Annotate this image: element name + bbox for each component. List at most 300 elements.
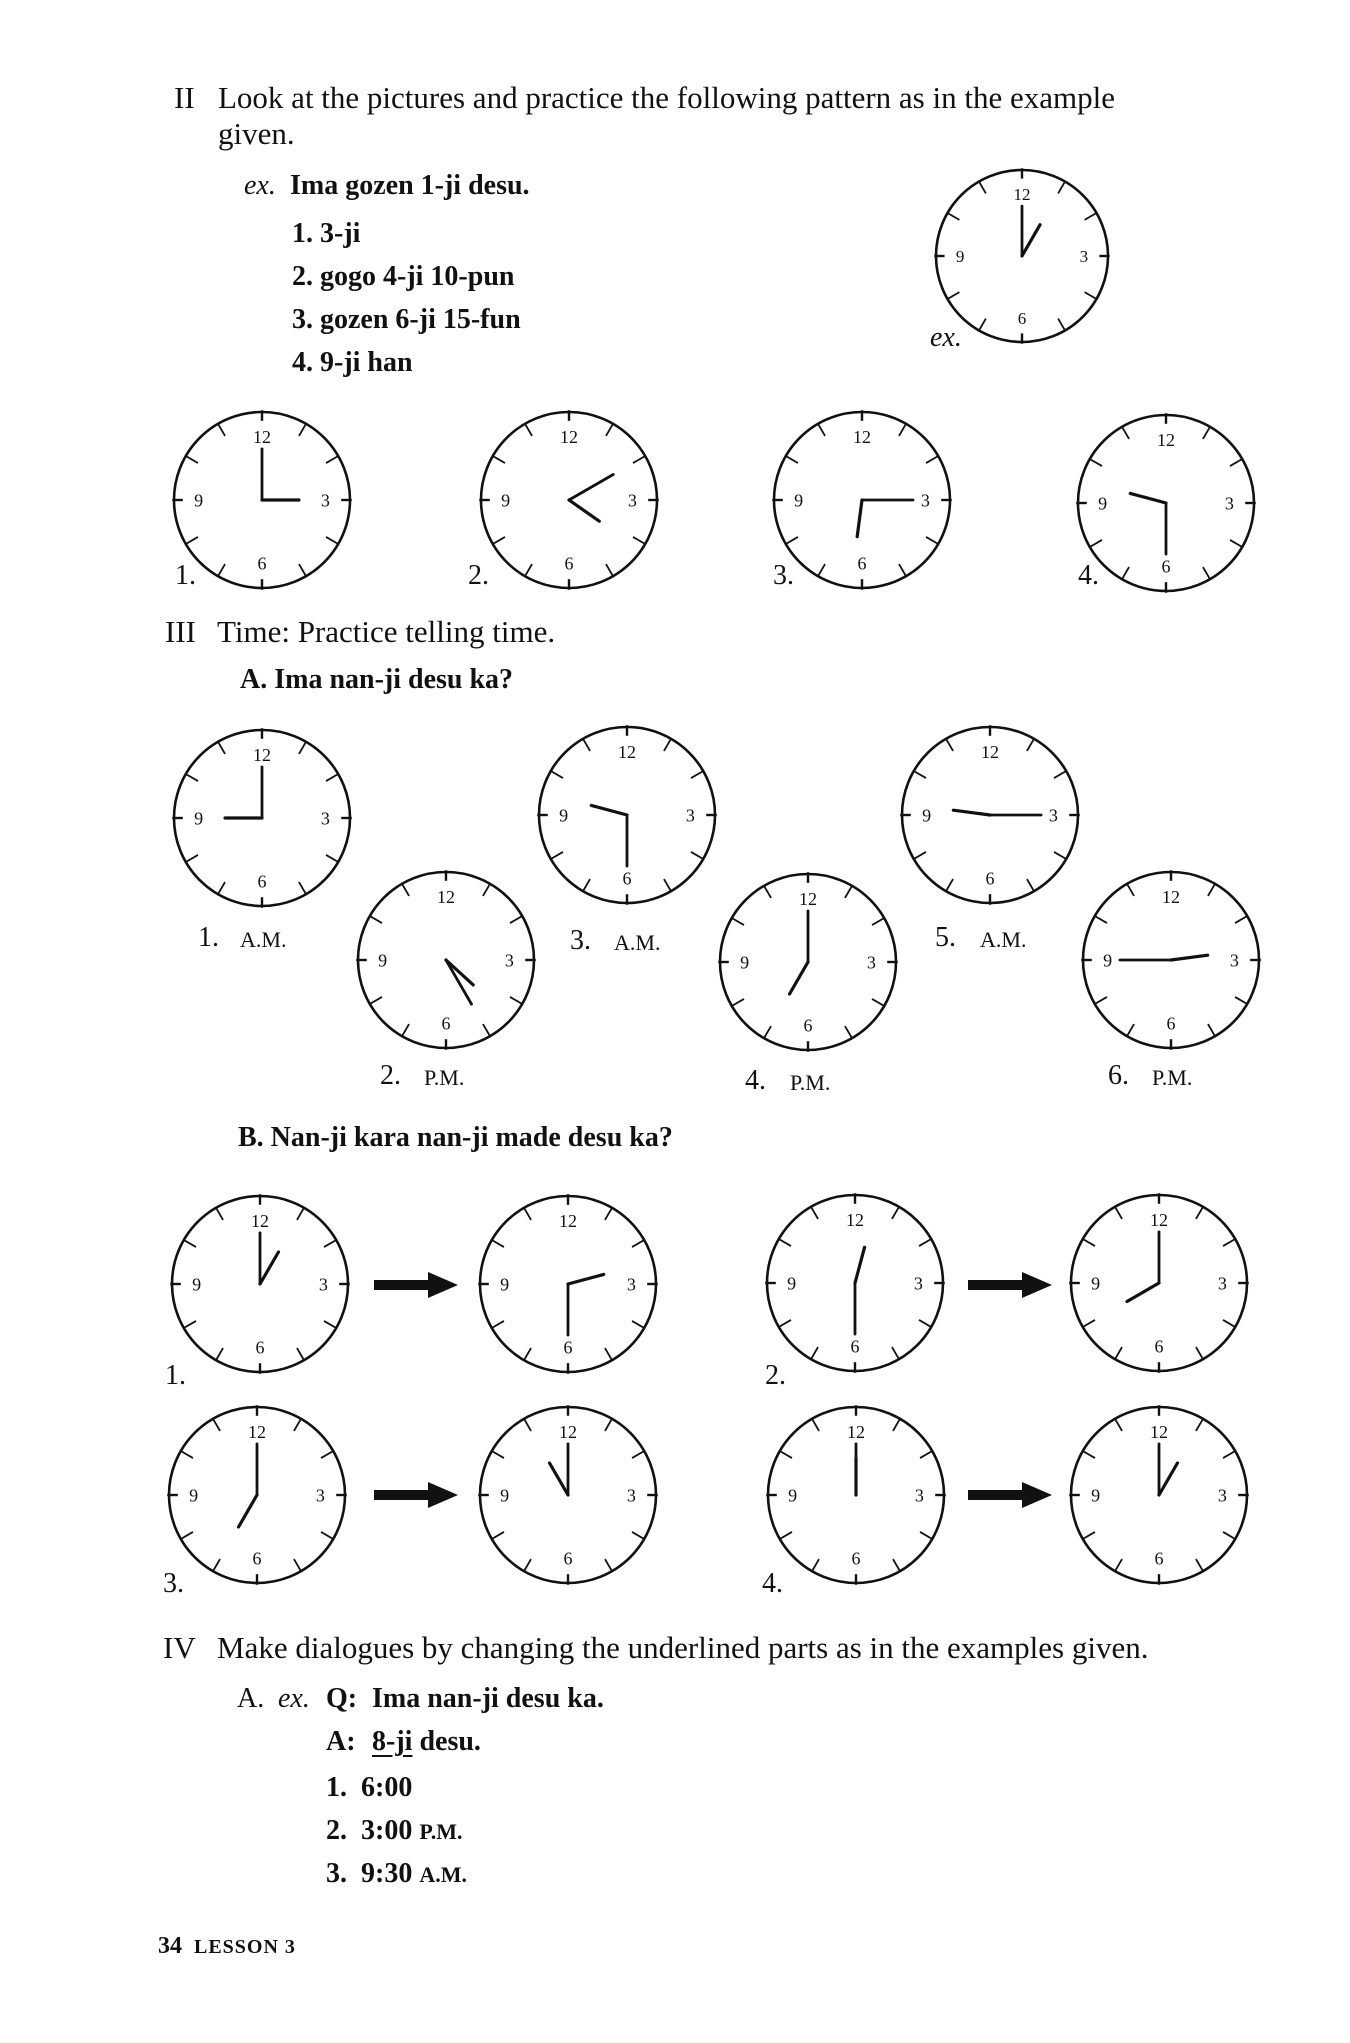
- clock-numeral: 12: [253, 426, 271, 447]
- clock-numeral: 6: [622, 868, 632, 889]
- clock-a-2: [352, 866, 540, 1054]
- clock-tick: [1230, 540, 1242, 547]
- clock-tick: [402, 1024, 409, 1036]
- clock-tick: [213, 1559, 220, 1571]
- clock-tick: [979, 182, 986, 194]
- b-label-2: 2.: [765, 1360, 786, 1391]
- clock-numeral: 6: [851, 1548, 861, 1569]
- clock-tick: [914, 852, 926, 859]
- clock-tick: [1203, 427, 1210, 439]
- iv-item-3: [326, 1858, 467, 1890]
- clock-numeral: 3: [866, 952, 876, 973]
- clock-numeral: 12: [253, 744, 271, 765]
- clock-tick: [299, 424, 306, 436]
- example-text: Ima gozen 1-ji desu.: [290, 170, 530, 201]
- clock-tick: [893, 1559, 900, 1571]
- clock-numeral: 6: [564, 553, 574, 574]
- clock-numeral: 3: [320, 808, 330, 829]
- clock-numeral: 12: [799, 888, 817, 909]
- clock-tick: [1083, 1239, 1095, 1246]
- clock-tick: [948, 213, 960, 220]
- hour-hand: [953, 810, 990, 815]
- clock-numeral: 3: [315, 1485, 325, 1506]
- clock-tick: [1115, 1207, 1122, 1219]
- clock-tick: [524, 1419, 531, 1431]
- clock-tick: [786, 456, 798, 463]
- clock-tick: [786, 537, 798, 544]
- clock-tick: [294, 1559, 301, 1571]
- clock-tick: [606, 424, 613, 436]
- clock-tick: [583, 739, 590, 751]
- clock-tick: [872, 918, 884, 925]
- example-label: ex.: [244, 170, 276, 201]
- clock-tick: [779, 1239, 791, 1246]
- clock-tick: [299, 742, 306, 754]
- clock-tick: [483, 884, 490, 896]
- b-label-3: 3.: [163, 1568, 184, 1599]
- clock-numeral: 9: [189, 1485, 199, 1506]
- clock-numeral: 9: [740, 952, 750, 973]
- clock-tick: [1085, 292, 1097, 299]
- clock-ex-label: ex.: [930, 322, 962, 353]
- clock-tick: [1058, 319, 1065, 331]
- clock-tick: [605, 1419, 612, 1431]
- clock-tick: [812, 1559, 819, 1571]
- clock-tick: [551, 852, 563, 859]
- a-num-3: 3.: [570, 925, 591, 956]
- clock-numeral: 9: [500, 1274, 510, 1295]
- a-num-2: 2.: [380, 1060, 401, 1091]
- clock-tick: [1085, 213, 1097, 220]
- clock-tick: [919, 1239, 931, 1246]
- clock-tick: [1196, 1419, 1203, 1431]
- clock-ii-1: [168, 406, 356, 594]
- hour-hand: [1130, 493, 1166, 503]
- clock-b3-from: [163, 1401, 351, 1589]
- arrow-b2: [968, 1270, 1052, 1300]
- iv-item-num: 3.: [326, 1858, 347, 1889]
- clock-numeral: 9: [788, 1485, 798, 1506]
- clock-numeral: 6: [1017, 308, 1027, 328]
- clock-numeral: 6: [252, 1548, 262, 1569]
- clock-tick: [632, 1451, 644, 1458]
- clock-numeral: 6: [563, 1548, 573, 1569]
- clock-numeral: 3: [1217, 1273, 1227, 1294]
- clock-numeral: 6: [1166, 1013, 1176, 1034]
- clock-numeral: 12: [248, 1421, 266, 1442]
- iv-item-time: 3:00: [361, 1815, 413, 1846]
- clock-tick: [218, 424, 225, 436]
- clock-numeral: 12: [1150, 1421, 1168, 1442]
- clock-example: [930, 164, 1114, 348]
- arrow-b1: [374, 1270, 458, 1300]
- clock-tick: [811, 1347, 818, 1359]
- iv-item-period: P.M.: [419, 1819, 463, 1844]
- clock-numeral: 3: [685, 805, 695, 826]
- section4-part-a: A.: [237, 1683, 265, 1714]
- section3-part-a: A. Ima nan-ji desu ka?: [240, 664, 514, 695]
- clock-numeral: 3: [1079, 246, 1089, 266]
- clock-tick: [1090, 540, 1102, 547]
- hour-hand: [1022, 225, 1040, 256]
- clock-tick: [926, 537, 938, 544]
- clock-tick: [492, 1451, 504, 1458]
- clock-tick: [1235, 997, 1247, 1004]
- clock-a-6: [1077, 866, 1265, 1054]
- clock-tick: [510, 916, 522, 923]
- clock-numeral: 12: [853, 426, 871, 447]
- clock-tick: [779, 1320, 791, 1327]
- section2-heading-line2: given.: [218, 116, 295, 151]
- arrow-b3: [374, 1480, 458, 1510]
- clock-b2-to: [1065, 1189, 1253, 1377]
- iv-item-num: 1.: [326, 1772, 347, 1803]
- clock-ii-3: [768, 406, 956, 594]
- a-num-6: 6.: [1108, 1060, 1129, 1091]
- clock-tick: [294, 1419, 301, 1431]
- lesson-label: LESSON 3: [194, 1936, 296, 1958]
- clock-tick: [321, 1451, 333, 1458]
- clock-tick: [524, 1348, 531, 1360]
- a-period-4: P.M.: [790, 1070, 831, 1095]
- clock-numeral: 6: [1154, 1548, 1164, 1569]
- clock-numeral: 9: [192, 1274, 202, 1295]
- clock-a-1: [168, 724, 356, 912]
- clock-numeral: 12: [560, 426, 578, 447]
- hour-hand: [1127, 1283, 1159, 1301]
- clock-numeral: 9: [922, 805, 932, 826]
- hour-hand: [260, 1252, 278, 1284]
- iv-item-time: 6:00: [361, 1772, 413, 1803]
- clock-tick: [1115, 1347, 1122, 1359]
- clock-tick: [216, 1208, 223, 1220]
- clock-tick: [1090, 459, 1102, 466]
- clock-b4-from: [762, 1401, 950, 1589]
- clock-numeral: 3: [1229, 950, 1239, 971]
- clock-numeral: 3: [1224, 493, 1234, 514]
- iv-item-1: [326, 1772, 412, 1804]
- clock-numeral: 3: [504, 950, 514, 971]
- iv-item-time: 9:30: [361, 1858, 413, 1889]
- clock-tick: [326, 456, 338, 463]
- clock-numeral: 6: [1161, 556, 1171, 577]
- clock-tick: [1054, 852, 1066, 859]
- clock-tick: [605, 1348, 612, 1360]
- section3-heading: Time: Practice telling time.: [217, 614, 556, 649]
- clock-tick: [297, 1208, 304, 1220]
- clock-tick: [216, 1348, 223, 1360]
- clock-a-3: [533, 721, 721, 909]
- answer-rest: desu.: [412, 1726, 481, 1757]
- clock-tick: [1095, 997, 1107, 1004]
- clock-tick: [299, 564, 306, 576]
- clock-tick: [492, 1240, 504, 1247]
- answer-label: A:: [326, 1726, 356, 1757]
- item-4: 4. 9-ji han: [292, 347, 413, 378]
- clock-tick: [1115, 1559, 1122, 1571]
- iv-item-num: 2.: [326, 1815, 347, 1846]
- clock-a-5: [896, 721, 1084, 909]
- clock-tick: [664, 879, 671, 891]
- clock-tick: [919, 1320, 931, 1327]
- clock-numeral: 9: [500, 1485, 510, 1506]
- clock-numeral: 9: [378, 950, 388, 971]
- clock-tick: [297, 1348, 304, 1360]
- clock-numeral: 9: [194, 490, 204, 511]
- clock-tick: [324, 1321, 336, 1328]
- clock-tick: [326, 855, 338, 862]
- clock-tick: [764, 1026, 771, 1038]
- clock-tick: [1203, 567, 1210, 579]
- hour-hand: [1159, 1463, 1177, 1495]
- clock-numeral: 12: [846, 1209, 864, 1230]
- clock-numeral: 9: [559, 805, 569, 826]
- hour-hand: [569, 500, 599, 521]
- iv-item-period: A.M.: [419, 1862, 467, 1887]
- clock-tick: [899, 564, 906, 576]
- b-label-1: 1.: [165, 1360, 186, 1391]
- section4-heading: Make dialogues by changing the underlined parts as in the examples given.: [217, 1630, 1149, 1665]
- clock-tick: [525, 424, 532, 436]
- clock-tick: [326, 537, 338, 544]
- clock-ii-2: [475, 406, 663, 594]
- clock-numeral: 3: [1048, 805, 1058, 826]
- clock-numeral: 12: [437, 886, 455, 907]
- clock-tick: [1223, 1451, 1235, 1458]
- clock-tick: [780, 1451, 792, 1458]
- clock-tick: [845, 1026, 852, 1038]
- clock-numeral: 12: [1013, 185, 1031, 205]
- clock-b1-from: [166, 1190, 354, 1378]
- clock-tick: [818, 564, 825, 576]
- clock-tick: [899, 424, 906, 436]
- clock-tick: [525, 564, 532, 576]
- clock-tick: [324, 1240, 336, 1247]
- clock-tick: [184, 1240, 196, 1247]
- clock-tick: [551, 771, 563, 778]
- clock-tick: [1223, 1320, 1235, 1327]
- hour-hand: [550, 1463, 568, 1495]
- item-1: 1. 3-ji: [292, 218, 361, 249]
- clock-numeral: 3: [320, 490, 330, 511]
- clock-tick: [632, 1532, 644, 1539]
- hour-hand: [1171, 955, 1208, 960]
- clock-label-2: 2.: [468, 560, 489, 591]
- clock-tick: [1122, 427, 1129, 439]
- clock-tick: [926, 456, 938, 463]
- clock-tick: [483, 1024, 490, 1036]
- clock-tick: [1196, 1559, 1203, 1571]
- clock-tick: [186, 774, 198, 781]
- clock-tick: [186, 855, 198, 862]
- clock-numeral: 6: [255, 1337, 265, 1358]
- question-text: Ima nan-ji desu ka.: [372, 1683, 604, 1714]
- clock-numeral: 3: [1217, 1485, 1227, 1506]
- clock-tick: [1230, 459, 1242, 466]
- hour-hand: [591, 805, 627, 815]
- clock-tick: [402, 884, 409, 896]
- clock-tick: [493, 456, 505, 463]
- clock-b3-to: [474, 1401, 662, 1589]
- clock-tick: [893, 1419, 900, 1431]
- clock-tick: [181, 1451, 193, 1458]
- minute-hand: [569, 474, 613, 500]
- clock-tick: [946, 879, 953, 891]
- clock-tick: [818, 424, 825, 436]
- a-period-1: A.M.: [240, 927, 287, 952]
- clock-tick: [946, 739, 953, 751]
- clock-tick: [812, 1419, 819, 1431]
- arrow-b4: [968, 1480, 1052, 1510]
- clock-tick: [605, 1208, 612, 1220]
- clock-tick: [299, 882, 306, 894]
- a-num-1: 1.: [198, 922, 219, 953]
- clock-numeral: 12: [559, 1210, 577, 1231]
- clock-numeral: 3: [318, 1274, 328, 1295]
- section3-part-b: B. Nan-ji kara nan-ji made desu ka?: [238, 1122, 673, 1153]
- clock-tick: [1115, 1419, 1122, 1431]
- section2-heading-line1: Look at the pictures and practice the following pattern as in the example: [218, 80, 1115, 115]
- hour-hand: [239, 1495, 257, 1527]
- clock-tick: [1235, 916, 1247, 923]
- clock-numeral: 9: [1103, 950, 1113, 971]
- clock-numeral: 12: [1162, 886, 1180, 907]
- iv-item-2: [326, 1815, 463, 1847]
- clock-tick: [606, 564, 613, 576]
- clock-tick: [845, 886, 852, 898]
- clock-tick: [1208, 1024, 1215, 1036]
- clock-numeral: 12: [1150, 1209, 1168, 1230]
- clock-numeral: 3: [913, 1273, 923, 1294]
- clock-b4-to: [1065, 1401, 1253, 1589]
- clock-tick: [213, 1419, 220, 1431]
- clock-numeral: 6: [257, 871, 267, 892]
- clock-numeral: 3: [626, 1274, 636, 1295]
- a-period-5: A.M.: [980, 927, 1027, 952]
- clock-tick: [1083, 1451, 1095, 1458]
- clock-numeral: 6: [985, 868, 995, 889]
- section4-ex-label: ex.: [278, 1683, 310, 1714]
- clock-tick: [510, 997, 522, 1004]
- a-num-5: 5.: [935, 922, 956, 953]
- minute-hand: [446, 960, 472, 1004]
- a-num-4: 4.: [745, 1065, 766, 1096]
- clock-numeral: 6: [857, 553, 867, 574]
- clock-numeral: 6: [257, 553, 267, 574]
- clock-b2-from: [761, 1189, 949, 1377]
- page-footer: [158, 1933, 296, 1960]
- a-period-2: P.M.: [424, 1065, 465, 1090]
- clock-a-4: [714, 868, 902, 1056]
- clock-numeral: 9: [501, 490, 511, 511]
- clock-numeral: 3: [627, 490, 637, 511]
- clock-tick: [1083, 1320, 1095, 1327]
- clock-tick: [493, 537, 505, 544]
- clock-numeral: 9: [1091, 1273, 1101, 1294]
- clock-tick: [492, 1532, 504, 1539]
- clock-tick: [1054, 771, 1066, 778]
- clock-tick: [872, 999, 884, 1006]
- clock-tick: [218, 742, 225, 754]
- clock-tick: [948, 292, 960, 299]
- clock-tick: [892, 1347, 899, 1359]
- clock-tick: [1095, 916, 1107, 923]
- clock-tick: [1223, 1239, 1235, 1246]
- clock-tick: [892, 1207, 899, 1219]
- clock-numeral: 9: [1098, 493, 1108, 514]
- clock-tick: [633, 537, 645, 544]
- hour-hand: [568, 1274, 604, 1284]
- clock-numeral: 9: [1091, 1485, 1101, 1506]
- clock-numeral: 6: [1154, 1336, 1164, 1357]
- clock-numeral: 12: [847, 1421, 865, 1442]
- clock-numeral: 12: [1157, 429, 1175, 450]
- section2-number: II: [174, 80, 195, 115]
- clock-tick: [1127, 1024, 1134, 1036]
- clock-tick: [811, 1207, 818, 1219]
- b-label-4: 4.: [762, 1568, 783, 1599]
- clock-tick: [186, 537, 198, 544]
- clock-tick: [583, 879, 590, 891]
- clock-numeral: 12: [559, 1421, 577, 1442]
- clock-numeral: 12: [251, 1210, 269, 1231]
- item-3: 3. gozen 6-ji 15-fun: [292, 304, 521, 335]
- clock-tick: [979, 319, 986, 331]
- clock-tick: [920, 1532, 932, 1539]
- question-label: Q:: [326, 1683, 358, 1714]
- clock-numeral: 3: [920, 490, 930, 511]
- hour-hand: [857, 500, 862, 537]
- answer-line: [372, 1726, 481, 1758]
- hour-hand: [855, 1247, 865, 1283]
- clock-tick: [326, 774, 338, 781]
- clock-tick: [524, 1208, 531, 1220]
- clock-b1-to: [474, 1190, 662, 1378]
- clock-tick: [732, 918, 744, 925]
- answer-underlined: 8-ji: [372, 1726, 413, 1757]
- clock-numeral: 12: [981, 741, 999, 762]
- clock-tick: [218, 882, 225, 894]
- clock-tick: [321, 1532, 333, 1539]
- clock-tick: [1196, 1207, 1203, 1219]
- clock-tick: [780, 1532, 792, 1539]
- clock-numeral: 3: [626, 1485, 636, 1506]
- page-number: 34: [158, 1933, 182, 1959]
- clock-numeral: 6: [850, 1336, 860, 1357]
- clock-tick: [1127, 884, 1134, 896]
- clock-numeral: 6: [441, 1013, 451, 1034]
- clock-tick: [370, 916, 382, 923]
- clock-tick: [633, 456, 645, 463]
- clock-tick: [914, 771, 926, 778]
- clock-tick: [732, 999, 744, 1006]
- clock-tick: [605, 1559, 612, 1571]
- clock-tick: [524, 1559, 531, 1571]
- clock-tick: [370, 997, 382, 1004]
- clock-tick: [186, 456, 198, 463]
- section4-number: IV: [163, 1630, 196, 1665]
- clock-tick: [1122, 567, 1129, 579]
- clock-tick: [492, 1321, 504, 1328]
- clock-tick: [1223, 1532, 1235, 1539]
- clock-tick: [1196, 1347, 1203, 1359]
- clock-numeral: 9: [787, 1273, 797, 1294]
- clock-tick: [691, 852, 703, 859]
- hour-hand: [790, 962, 808, 994]
- clock-numeral: 9: [194, 808, 204, 829]
- clock-numeral: 9: [955, 246, 965, 266]
- clock-numeral: 12: [618, 741, 636, 762]
